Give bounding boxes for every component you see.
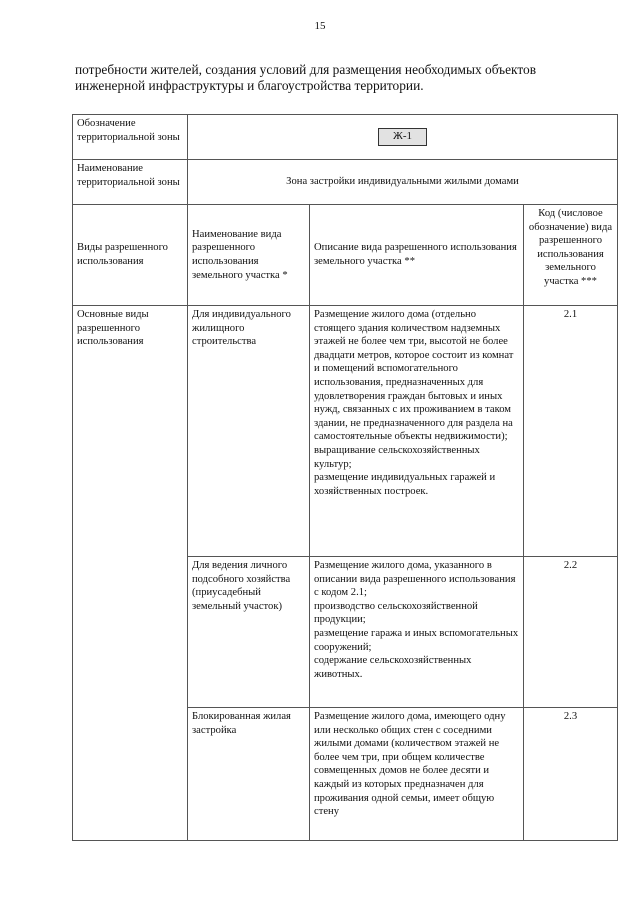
use-code: 2.2 [524,557,618,708]
header-use-types: Виды разрешенного использования [73,205,188,306]
description-line: производство сельскохозяйственной продукции; [314,600,478,626]
page-number: 15 [314,20,326,32]
description-line: содержание сельскохозяйственных животных. [314,655,472,680]
use-description [310,708,524,841]
intro-line-1: потребности жителей, создания условий для размещения необходимых объектов [75,62,537,77]
zoning-table [72,114,618,841]
description-line: выращивание сельскохозяйственных культур; [314,444,480,470]
use-code: 2.1 [524,306,618,557]
intro-paragraph [75,62,615,94]
header-use-code: Код (числовое обозначение) вида разрешенного использования земельного участка *** [524,205,618,306]
zone-name: Зона застройки индивидуальными жилыми домами [188,160,618,205]
description-line: размещение гаража и иных вспомогательных сооружений; [314,627,519,653]
zone-name-label: Наименование территориальной зоны [73,160,188,205]
zone-code: Ж-1 [378,128,427,146]
description-line: Размещение жилого дома (отдельно стоящего здания количеством надземных этажей не более чем три, высотой не более двадцати метров, которое состоит из комнат и помещений вспомогательного использования, предназначенных для удовлетворения граждан бытовых и иных нужд, связанных с их проживанием в таком здании, не предназначенного для раздела на самостоятельные объекты недвижимости); [314,309,514,443]
use-description [310,557,524,708]
use-name: Для ведения личного подсобного хозяйства (приусадебный земельный участок) [188,557,310,708]
zone-code-cell [188,115,618,160]
use-description [310,306,524,557]
use-name: Блокированная жилая застройка [188,708,310,841]
use-name: Для индивидуального жилищного строительства [188,306,310,557]
zone-name-row [73,160,618,205]
table-row [73,306,618,557]
description-line: Размещение жилого дома, указанного в описании вида разрешенного использования с кодом 2.1; [314,560,516,599]
main-uses-label: Основные виды разрешенного использования [73,306,188,841]
description-line: Размещение жилого дома, имеющего одну или несколько общих стен с соседними жилыми домами (количеством этажей не более чем три, при общем количестве совмещенных домов не более десяти и каждый из которых предназначен для проживания одной семьи, имеет общую стену [314,711,506,818]
header-use-name: Наименование вида разрешенного использования земельного участка * [188,205,310,306]
header-row [73,205,618,306]
use-code: 2.3 [524,708,618,841]
zone-code-row [73,115,618,160]
header-use-description: Описание вида разрешенного использования земельного участка ** [310,205,524,306]
zone-code-label: Обозначение территориальной зоны [73,115,188,160]
intro-line-2: инженерной инфраструктуры и благоустройства территории. [75,78,424,93]
description-line: размещение индивидуальных гаражей и хозяйственных построек. [314,472,496,497]
